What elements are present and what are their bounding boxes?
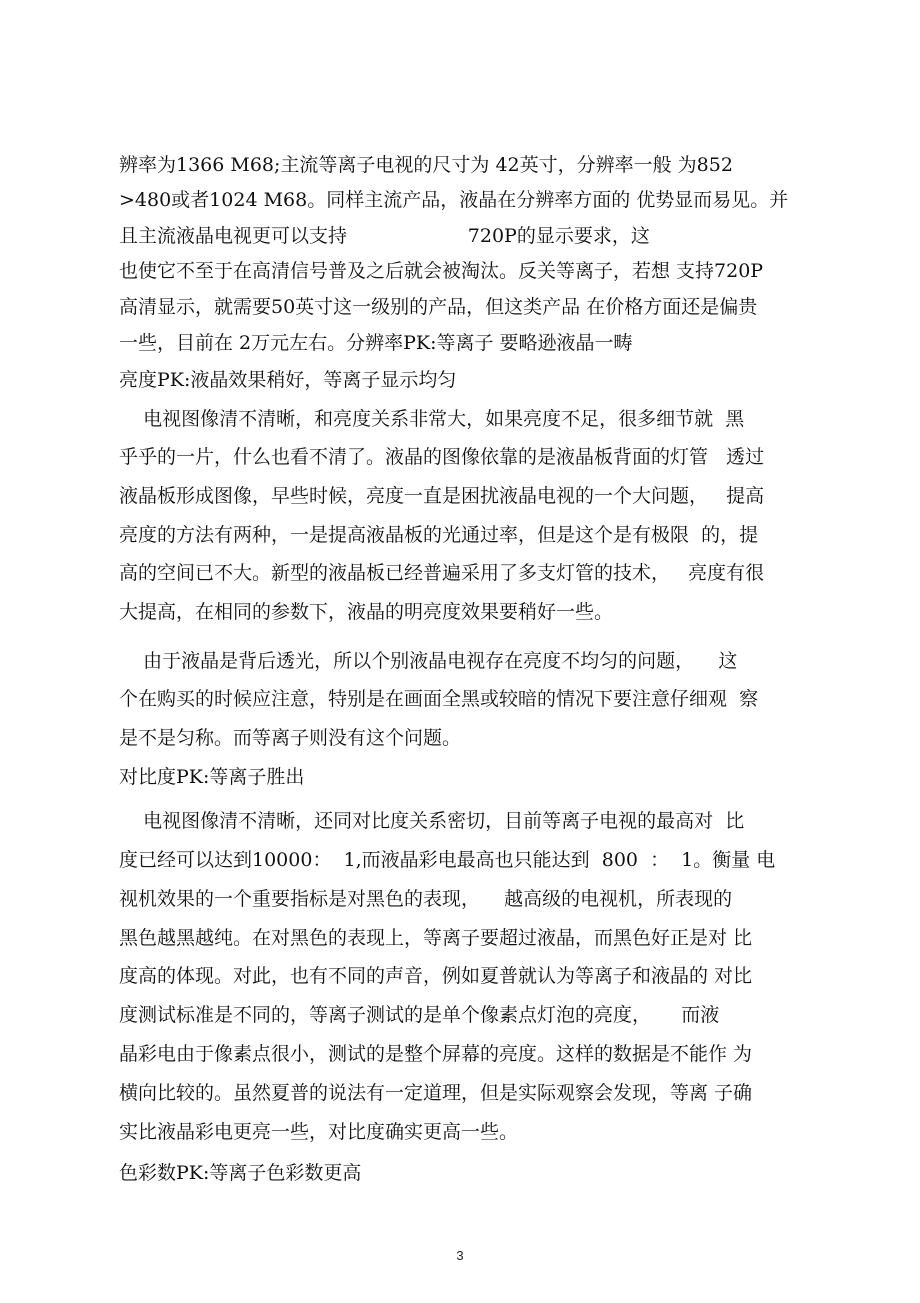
text-line: 晶彩电由于像素点很小，测试的是整个屏幕的亮度。这样的数据是不能作 为 [119, 1043, 753, 1065]
text-line: 度高的体现。对此，也有不同的声音，例如夏普就认为等离子和液晶的 对比 [119, 965, 753, 987]
text-line: 一些，目前在 2万元左右。分辨率PK:等离子 要略逊液晶一畴 [119, 332, 633, 354]
text-line: 是不是匀称。而等离子则没有这个问题。 [119, 727, 462, 749]
section-heading: 亮度PK:液晶效果稍好，等离子显示均匀 [119, 369, 457, 391]
text-line: 高的空间已不大。新型的液晶板已经普遍采用了多支灯管的技术， 亮度有很 [119, 562, 765, 584]
text-line: 且主流液晶电视更可以支持 720P的显示要求，这 [119, 225, 650, 247]
text-line: 高清显示，就需要50英寸这一级别的产品，但这类产品 在价格方面还是偏贵 [119, 296, 758, 318]
section-heading: 对比度PK:等离子胜出 [119, 766, 305, 788]
text-line: 亮度的方法有两种，一是提高液晶板的光通过率，但是这个是有极限 的，提 [119, 524, 759, 546]
text-line: 液晶板形成图像，早些时候，亮度一直是困扰液晶电视的一个大问题， 提高 [119, 485, 765, 507]
text-line: 个在购买的时候应注意，特别是在画面全黑或较暗的情况下要注意仔细观 察 [119, 688, 759, 710]
text-line: 度已经可以达到10000： 1,而液晶彩电最高也只能达到 800 ： 1。衡量 电 [119, 849, 776, 871]
text-line: 横向比较的。虽然夏普的说法有一定道理，但是实际观察会发现，等离 子确 [119, 1082, 753, 1104]
page-number: 3 [456, 1248, 464, 1263]
text-line: 视机效果的一个重要指标是对黑色的表现， 越高级的电视机，所表现的 [119, 888, 733, 910]
text-line: 乎乎的一片，什么也看不清了。液晶的图像依靠的是液晶板背面的灯管 透过 [119, 446, 765, 468]
section-heading: 色彩数PK:等离子色彩数更高 [119, 1162, 362, 1184]
text-line: 黑色越黑越纯。在对黑色的表现上，等离子要超过液晶，而黑色好正是对 比 [119, 927, 753, 949]
text-line: >480或者1024 M68。同样主流产品，液晶在分辨率方面的 优势显而易见。并 [119, 189, 789, 211]
text-line: 实比液晶彩电更亮一些，对比度确实更高一些。 [119, 1121, 519, 1143]
text-line: 电视图像清不清晰，还同对比度关系密切，目前等离子电视的最高对 比 [119, 810, 745, 832]
text-line: 电视图像清不清晰，和亮度关系非常大，如果亮度不足，很多细节就 黑 [119, 408, 745, 430]
text-line: 度测试标准是不同的，等离子测试的是单个像素点灯泡的亮度， 而液 [119, 1004, 720, 1026]
text-line: 由于液晶是背后透光，所以个别液晶电视存在亮度不均匀的问题， 这 [119, 650, 738, 672]
text-line: 也使它不至于在高清信号普及之后就会被淘汰。反关等离子，若想 支持720P [119, 260, 764, 282]
text-line: 大提高，在相同的参数下，液晶的明亮度效果要稍好一些。 [119, 601, 614, 623]
text-line: 辨率为1366 M68;主流等离子电视的尺寸为 42英寸，分辨率一般 为852 [119, 154, 733, 176]
